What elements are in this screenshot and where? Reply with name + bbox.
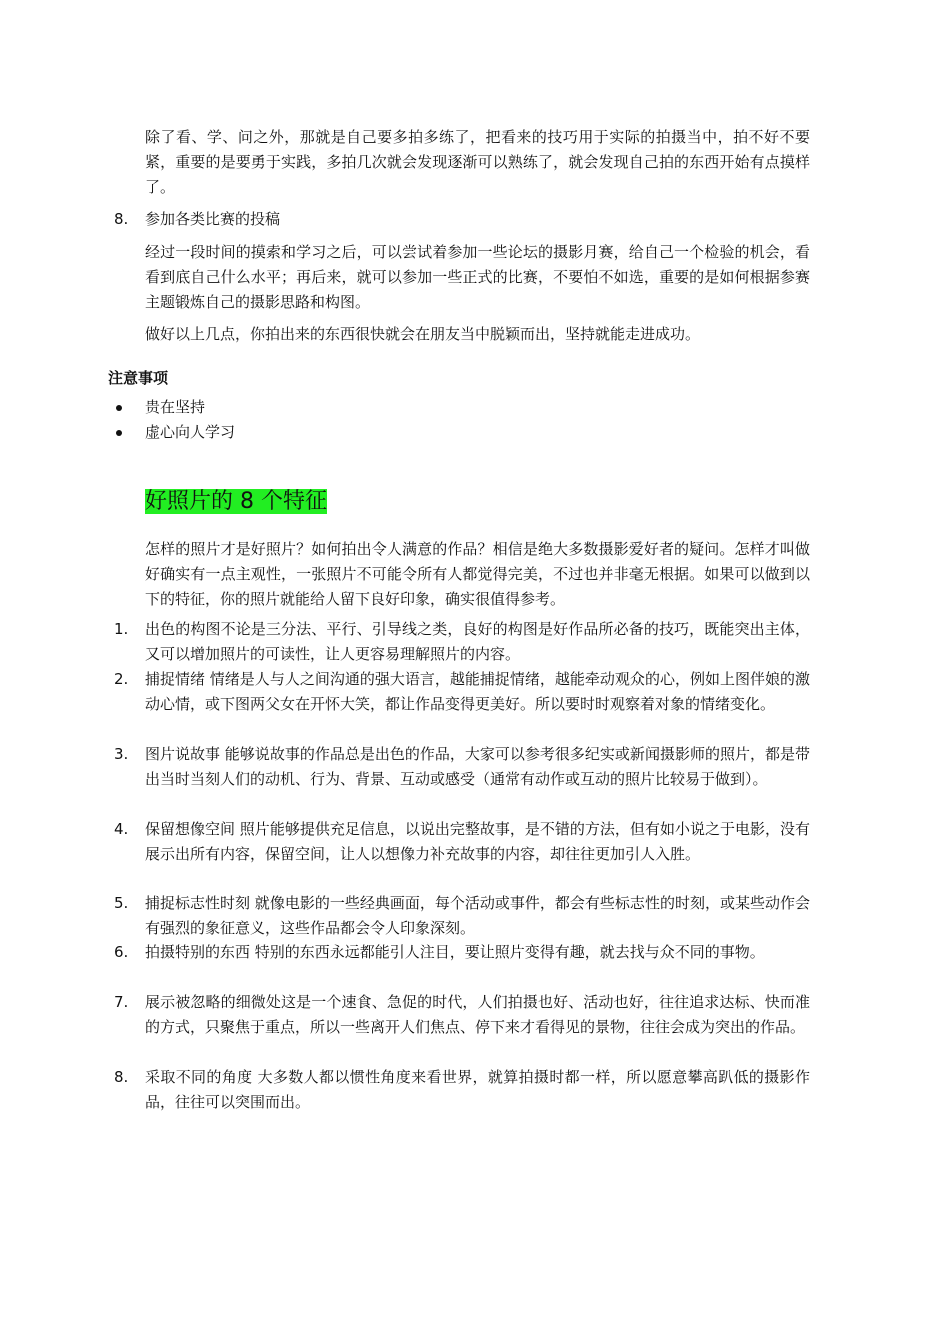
feature-8-text: 采取不同的角度 大多数人都以惯性角度来看世界，就算拍摄时都一样，所以愿意攀高趴低的摄影作品，往往可以突围而出。: [145, 1068, 810, 1111]
feature-7-text: 展示被忽略的细微处这是一个速食、急促的时代，人们拍摄也好、活动也好，往往追求达标、快而准的方式，只聚焦于重点，所以一些离开人们焦点、停下来才看得见的景物，往往会成为突出的作品。: [145, 993, 810, 1036]
feature-7-number: 7.: [114, 993, 129, 1011]
item-8-title: 参加各类比赛的投稿: [145, 210, 281, 228]
feature-2-text: 捕捉情绪 情绪是人与人之间沟通的强大语言，越能捕捉情绪，越能牵动观众的心，例如上图伴娘的激动心情，或下图两父女在开怀大笑，都让作品变得更美好。所以要时时观察着对象的情绪变化。: [145, 670, 810, 713]
closing-paragraph: 做好以上几点，你拍出来的东西很快就会在朋友当中脱颖而出，坚持就能走进成功。: [145, 325, 701, 343]
feature-3-text: 图片说故事 能够说故事的作品总是出色的作品，大家可以参考很多纪实或新闻摄影师的照片，都是带出当时当刻人们的动机、行为、背景、互动或感受（通常有动作或互动的照片比较易于做到）。: [145, 745, 810, 788]
item-8-paragraph: 经过一段时间的摸索和学习之后，可以尝试着参加一些论坛的摄影月赛，给自己一个检验的机会，看看到底自己什么水平；再后来，就可以参加一些正式的比赛，不要怕不如选，重要的是如何根据参赛主题锻炼自己的摄影思路和构图。: [145, 243, 810, 311]
feature-4-text: 保留想像空间 照片能够提供充足信息，以说出完整故事，是不错的方法，但有如小说之于电影，没有展示出所有内容，保留空间，让人以想像力补充故事的内容，却往往更加引人入胜。: [145, 820, 810, 863]
item-8-number: 8.: [114, 210, 129, 228]
feature-6-number: 6.: [114, 943, 129, 961]
section-intro: 怎样的照片才是好照片？如何拍出令人满意的作品？相信是绝大多数摄影爱好者的疑问。怎样才叫做好确实有一点主观性，一张照片不可能令所有人都觉得完美，不过也并非毫无根据。如果可以做到以下的特征，你的照片就能给人留下良好印象，确实很值得参考。: [145, 540, 810, 608]
feature-4-number: 4.: [114, 820, 129, 838]
feature-3-number: 3.: [114, 745, 129, 763]
notes-heading: 注意事项: [108, 369, 169, 387]
feature-2-number: 2.: [114, 670, 129, 688]
feature-6-text: 拍摄特别的东西 特别的东西永远都能引人注目，要让照片变得有趣，就去找与众不同的事物。: [145, 943, 765, 961]
feature-5-text: 捕捉标志性时刻 就像电影的一些经典画面，每个活动或事件，都会有些标志性的时刻，或某些动作会有强烈的象征意义，这些作品都会令人印象深刻。: [145, 894, 810, 937]
notes-bullet-2: 虚心向人学习: [145, 423, 236, 441]
feature-5-number: 5.: [114, 894, 129, 912]
intro-paragraph: 除了看、学、问之外，那就是自己要多拍多练了，把看来的技巧用于实际的拍摄当中，拍不好不要紧，重要的是要勇于实践，多拍几次就会发现逐渐可以熟练了，就会发现自己拍的东西开始有点摸样了。: [145, 128, 810, 196]
feature-8-number: 8.: [114, 1068, 129, 1086]
bullet-icon: [116, 430, 122, 436]
bullet-icon: [116, 405, 122, 411]
section-title-text: 好照片的 8 个特征: [145, 489, 327, 514]
section-title: [145, 486, 329, 518]
feature-1-number: 1.: [114, 620, 129, 638]
feature-1-text: 出色的构图不论是三分法、平行、引导线之类，良好的构图是好作品所必备的技巧，既能突出主体，又可以增加照片的可读性，让人更容易理解照片的内容。: [145, 620, 810, 663]
notes-bullet-1: 贵在坚持: [145, 398, 206, 416]
